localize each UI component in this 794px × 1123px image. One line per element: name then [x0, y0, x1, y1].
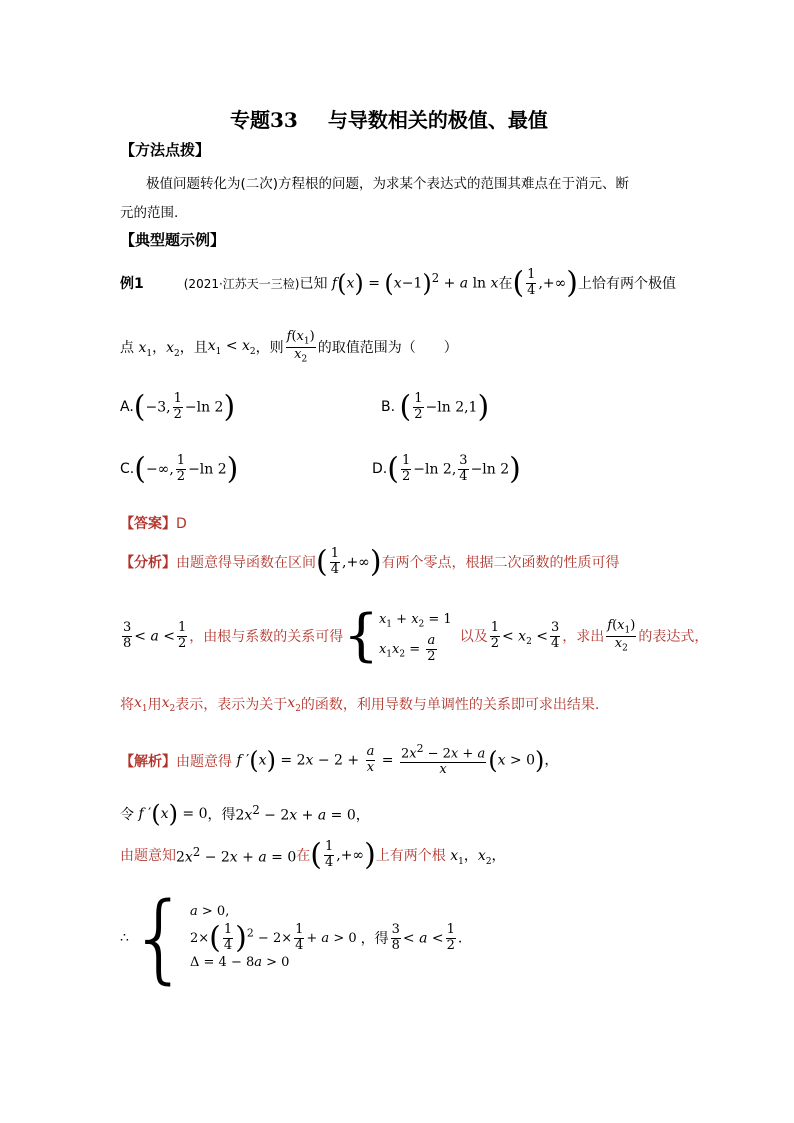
analysis-text: 的表达式， [638, 629, 709, 646]
interval-quarter-inf: ( $\frac{1}{4}$ ,+∞) [316, 544, 382, 580]
analysis-text: ，由根与系数的关系可得 [189, 629, 344, 646]
analysis-text: 将 [120, 697, 134, 713]
var-x1: $x_1$ [134, 694, 148, 714]
solution-text: 上有两个根 [375, 848, 446, 865]
a-range: $\frac{3}{8}$ < a < $\frac{1}{2}$ . [391, 921, 463, 953]
analysis-text: ，求出 [562, 629, 605, 646]
stem-text: 上恰有两个极值 [578, 276, 676, 293]
solution-text: 令 [120, 807, 134, 823]
section-method: 【方法点拨】 [120, 141, 211, 159]
option-label: B. [381, 399, 396, 416]
section-examples: 【典型题示例】 [120, 231, 226, 249]
roots-x1-x2: $x_1$，$x_2$， [450, 847, 506, 867]
derivative-zero: f ′(x) = 0 [138, 800, 208, 828]
solution-text: ，得 [207, 807, 236, 823]
solution-line4 [120, 882, 463, 994]
x1-lt-x2: $x_1 < x_2$ [207, 338, 256, 357]
answer-value: D [176, 516, 187, 532]
example-label: 例1 [120, 276, 144, 293]
option-label: C. [120, 461, 135, 478]
analysis-text: 有两个零点，根据二次函数的性质可得 [381, 555, 620, 572]
solution-line2 [120, 802, 370, 826]
method-text-line1: 极值问题转化为(二次)方程根的问题，为求某个表达式的范围其难点在于消元、断 [146, 176, 630, 192]
stem-text: ，则 [255, 340, 284, 357]
option-d-value: ( $\frac{1}{2}$ −ln 2, $\frac{3}{4}$ −ln 2) [387, 451, 521, 487]
solution-line1 [120, 743, 558, 778]
var-x2: $x_2$ [287, 694, 301, 714]
analysis-line3 [120, 694, 599, 714]
option-c [120, 451, 239, 487]
var-x2: $x_2$ [161, 694, 176, 714]
stem-text: 的取值范围为（ ） [317, 340, 458, 357]
stem-text: 已知 [299, 276, 328, 293]
answer [120, 513, 187, 533]
analysis-line2 [120, 603, 709, 669]
analysis-text: 由题意得导函数在区间 [176, 555, 316, 572]
option-label: A. [120, 399, 134, 416]
option-b-value: ( $\frac{1}{2}$ −ln 2,1) [399, 389, 490, 425]
condition-system: a > 0, 2×( $\frac{1}{4}$ )$^2$ − 2× $\frac{1}{4}$ + a > 0 Δ = 4 − 8a > 0 [190, 903, 357, 971]
ratio-expression: $\frac{f(x_1)}{x_2}$ [286, 329, 315, 365]
example-stem-line1 [120, 265, 676, 301]
ratio-expression: $\frac{f(x_1)}{x_2}$ [607, 617, 636, 654]
solution-text: 在 [296, 848, 311, 865]
option-a [120, 389, 236, 425]
roots-x1-x2: $x_1$，$x_2$ [138, 339, 180, 359]
example-source: (2021·江苏天一三检) [183, 276, 300, 291]
analysis-line1 [120, 544, 620, 580]
title-name: 与导数相关的极值、最值 [327, 108, 548, 132]
solution-line3 [120, 837, 506, 873]
analysis-text: 表示，表示为关于 [175, 697, 288, 713]
analysis-text: 以及 [459, 629, 488, 646]
therefore-symbol: ∴ [120, 930, 129, 946]
option-d [372, 451, 521, 487]
page-title [230, 104, 548, 133]
analysis-text: 的函数，利用导数与单调性的关系即可求出结果. [300, 697, 600, 713]
option-label: D. [372, 461, 388, 478]
system-brace: { [128, 882, 190, 994]
interval-quarter-inf: ( $\frac{1}{4}$ ,+∞) [310, 837, 376, 873]
stem-text: 点 [120, 340, 134, 357]
a-range: $\frac{3}{8}$ < a < $\frac{1}{2}$ [123, 619, 187, 651]
analysis-label: 【分析】 [120, 555, 176, 572]
derivative-expression: f ′(x) = 2x − 2 + $\frac{a}{x}$ = $\frac{2x^2 - 2x + a}{x}$ (x > 0)， [236, 742, 559, 778]
example-stem-line2 [120, 330, 458, 365]
title-topic: 专题33 [230, 108, 298, 132]
stem-text: 在 [498, 276, 513, 293]
analysis-text: 用 [147, 697, 162, 713]
function-definition: $f(x) = (x-1)^2 + a$ ln x [331, 269, 499, 298]
quadratic-equation: $2x^2 - 2x + a = 0$， [235, 803, 370, 824]
interval-quarter-inf: ( $\frac{1}{4}$ ,+∞) [512, 265, 578, 301]
answer-label: 【答案】 [120, 516, 176, 532]
x2-range: $\frac{1}{2}$ < $x_2$ < $\frac{3}{4}$ [490, 619, 560, 651]
solution-label: 【解析】 [120, 753, 176, 770]
solution-text: ，得 [360, 931, 389, 947]
stem-text: ，且 [179, 340, 208, 357]
quadratic-equation: $2x^2 - 2x + a = 0$ [176, 845, 297, 866]
solution-text: 由题意得 [176, 753, 232, 770]
option-a-value: (−3, $\frac{1}{2}$ −ln 2) [133, 389, 236, 425]
option-c-value: (−∞, $\frac{1}{2}$ −ln 2) [134, 451, 239, 487]
solution-text: 由题意知 [120, 848, 176, 865]
vieta-system: { $x_1 + x_2 = 1$ $x_1x_2$ = $\frac{a}{2}$ [343, 603, 452, 669]
method-text-line2: 元的范围. [120, 205, 179, 221]
option-b [381, 389, 490, 425]
